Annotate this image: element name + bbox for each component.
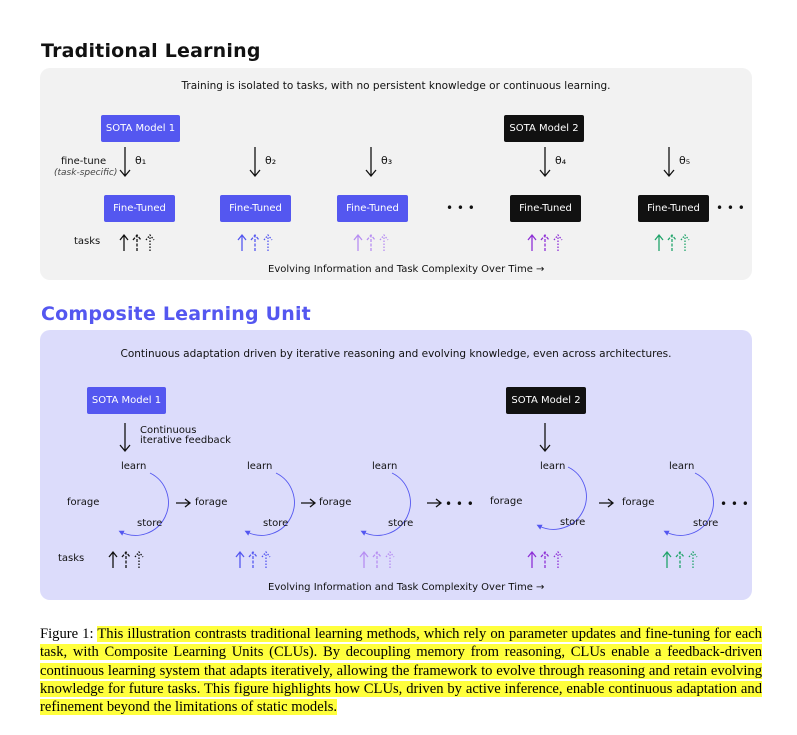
theta-4: θ₄	[555, 154, 567, 167]
cycle-arrow-2	[301, 499, 315, 507]
cycle-arrow-1	[176, 499, 190, 507]
cycle-2-store: store	[263, 518, 289, 529]
trad-tasks-label: tasks	[74, 236, 101, 247]
trad-sota-model-1: SOTA Model 1	[101, 115, 180, 142]
caption-text: This illustration contrasts traditional learning methods, which rely on parameter updates and fine-tuning for each task, with Composite Learning Units (CLUs). By decoupling memory from reasoning, CLUs enable a feedback-driven continuous learning system that adapts iteratively, allowing the framework to evolve through reasoning and retain evolving knowledge for future tasks. This figure highlights how CLUs, driven by active inference, enable continuous adaptation and refinement beyond the limitations of static models.	[40, 626, 762, 716]
clu-footer: Evolving Information and Task Complexity Over Time →	[268, 582, 545, 593]
cycle-4-store: store	[560, 517, 586, 528]
clu-panel-title: Continuous adaptation driven by iterative reasoning and evolving knowledge, even across architectures.	[120, 348, 672, 360]
cycle-1-store: store	[137, 518, 163, 529]
cycle-3-store: store	[388, 518, 414, 529]
theta-3: θ₃	[381, 154, 393, 167]
clu-sota-model-2: SOTA Model 2	[506, 387, 586, 414]
cycle-arrow-3	[427, 499, 441, 507]
trad-sota-model-2: SOTA Model 2	[504, 115, 584, 142]
clu-ellipsis-1: • • •	[445, 497, 474, 511]
cycle-1-learn: learn	[121, 461, 147, 472]
figure-caption	[40, 625, 762, 716]
traditional-heading: Traditional Learning	[41, 40, 261, 62]
cycle-5-forage: forage	[622, 497, 655, 508]
fine-tune-label: fine-tune	[61, 156, 107, 167]
clu-task-arrows-1	[109, 552, 143, 568]
feedback-label-line2: iterative feedback	[140, 435, 231, 446]
clu-sota-model-1: SOTA Model 1	[87, 387, 166, 414]
feedback-label-line1: Continuous	[140, 425, 197, 436]
fine-tune-sublabel: (task-specific)	[54, 168, 118, 178]
trad-ellipsis-2: • • •	[716, 201, 745, 215]
theta-5: θ₅	[679, 154, 691, 167]
caption-label: Figure 1:	[40, 626, 98, 642]
clu-down-arrow-1	[120, 423, 130, 451]
cycle-4-learn: learn	[540, 461, 566, 472]
clu-task-arrows-3	[360, 552, 394, 568]
trad-ellipsis-1: • • •	[446, 201, 475, 215]
cycle-4-forage: forage	[490, 496, 523, 507]
cycle-5-store: store	[693, 518, 719, 529]
clu-tasks-label: tasks	[58, 553, 85, 564]
cycle-2-learn: learn	[247, 461, 273, 472]
traditional-panel-title: Training is isolated to tasks, with no persistent knowledge or continuous learning.	[181, 80, 611, 92]
cycle-arrow-4	[599, 499, 613, 507]
fine-tuned-box-5: Fine-Tuned	[638, 195, 709, 222]
fine-tuned-box-2: Fine-Tuned	[220, 195, 291, 222]
cycle-5-learn: learn	[669, 461, 695, 472]
clu-down-arrow-2	[540, 423, 550, 451]
fine-tuned-box-1: Fine-Tuned	[104, 195, 175, 222]
fine-tuned-box-3: Fine-Tuned	[337, 195, 408, 222]
clu-task-arrows-5	[663, 552, 697, 568]
clu-heading: Composite Learning Unit	[41, 303, 311, 325]
clu-task-arrows-2	[236, 552, 270, 568]
clu-ellipsis-2: • • •	[720, 497, 749, 511]
clu-task-arrows-4	[528, 552, 562, 568]
trad-footer: Evolving Information and Task Complexity Over Time →	[268, 264, 545, 275]
theta-2: θ₂	[265, 154, 277, 167]
cycle-3-learn: learn	[372, 461, 398, 472]
fine-tuned-box-4: Fine-Tuned	[510, 195, 581, 222]
cycle-2-forage: forage	[195, 497, 228, 508]
cycle-1-forage: forage	[67, 497, 100, 508]
theta-1: θ₁	[135, 154, 147, 167]
cycle-3-forage: forage	[319, 497, 352, 508]
